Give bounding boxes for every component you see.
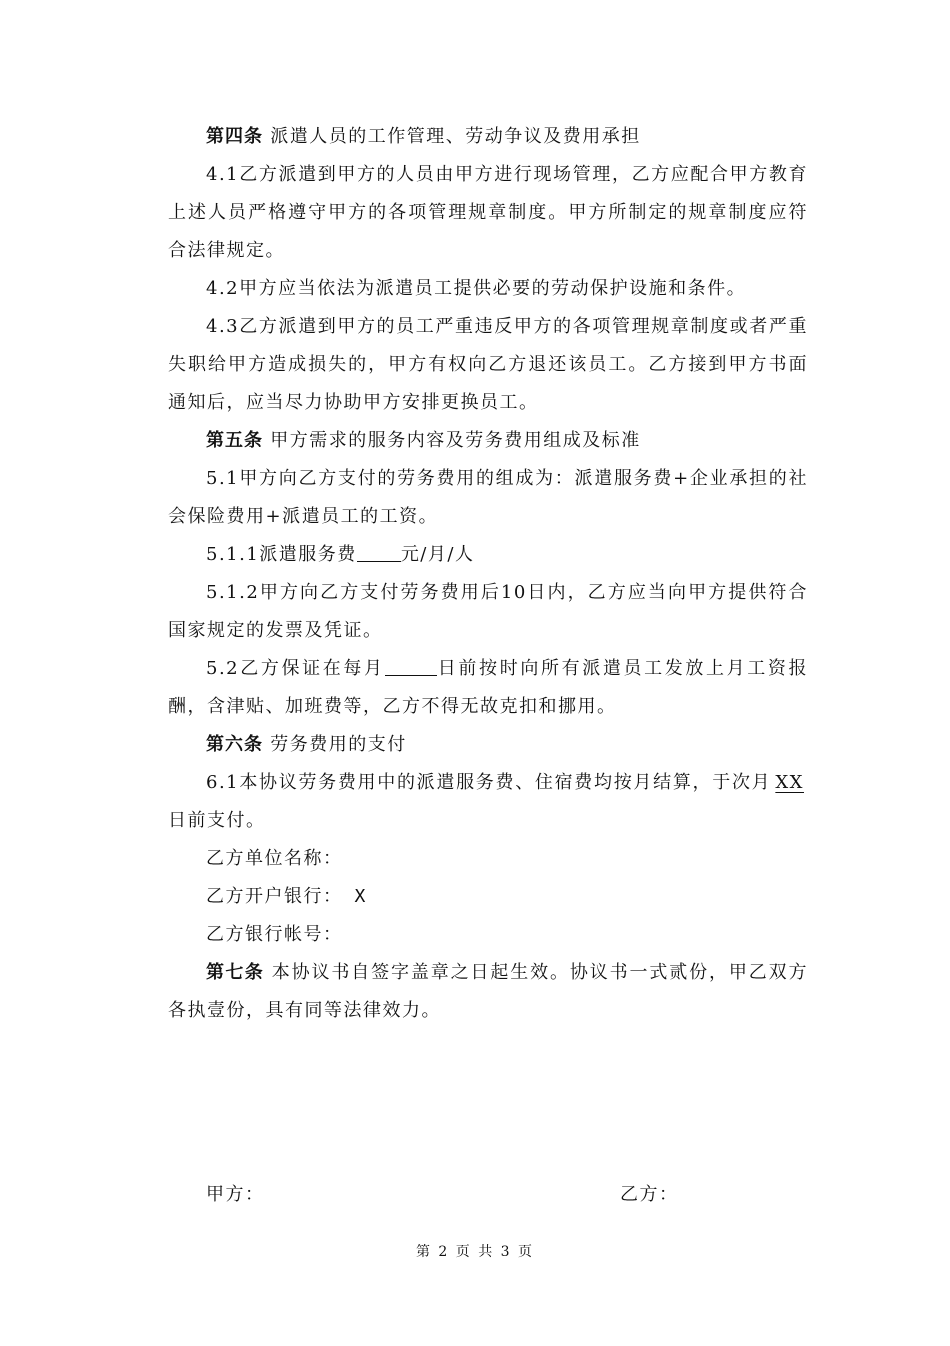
- clause-4-3: 4.3乙方派遣到甲方的员工严重违反甲方的各项管理规章制度或者严重失职给甲方造成损失的，甲方有权向乙方退还该员工。乙方接到甲方书面通知后，应当尽力协助甲方安排更换员工。: [168, 316, 808, 413]
- clause-5-1: 5.1甲方向乙方支付的劳务费用的组成为：派遣服务费+企业承担的社会保险费用+派遣员工的工资。: [168, 468, 808, 527]
- page-number: 第 2 页 共 3 页: [415, 1244, 535, 1260]
- clause-6-1-suffix: 日前支付。: [168, 810, 266, 831]
- document-body: [168, 118, 808, 1030]
- clause-5-2-suffix: 日前按时向所有派遣员工发放上月工资报酬，含津贴、加班费等，乙方不得无故克扣和挪用。: [168, 658, 808, 717]
- article-6-title: 劳务费用的支付: [270, 734, 407, 755]
- article-7: [168, 954, 808, 1030]
- article-4-title: 派遣人员的工作管理、劳动争议及费用承担: [270, 126, 641, 147]
- clause-4-2: 4.2甲方应当依法为派遣员工提供必要的劳动保护设施和条件。: [206, 278, 747, 299]
- article-6-heading: [168, 726, 808, 764]
- article-6-label: 第六条: [206, 734, 263, 755]
- clause-5-1-2: 5.1.2甲方向乙方支付劳务费用后10日内，乙方应当向甲方提供符合国家规定的发票及凭证。: [168, 582, 808, 641]
- party-b-bank-value: X: [354, 886, 367, 907]
- service-fee-blank: [357, 541, 401, 562]
- clause-5-1-1-prefix: 5.1.1派遣服务费: [206, 544, 357, 565]
- clause-6-1-prefix: 6.1本协议劳务费用中的派遣服务费、住宿费均按月结算，于次月: [206, 772, 772, 793]
- payment-day-value: XX: [775, 772, 804, 793]
- article-7-label: 第七条: [206, 962, 265, 983]
- article-5-heading: [168, 422, 808, 460]
- party-a-signature: 甲方：: [206, 1184, 265, 1205]
- article-7-text: 本协议书自签字盖章之日起生效。协议书一式贰份，甲乙双方各执壹份，具有同等法律效力。: [168, 962, 809, 1021]
- clause-5-2: [168, 650, 808, 726]
- article-5-title: 甲方需求的服务内容及劳务费用组成及标准: [270, 430, 641, 451]
- party-b-bank-label: 乙方开户银行：: [206, 886, 343, 907]
- article-5-label: 第五条: [206, 430, 263, 451]
- pay-day-blank: [385, 655, 437, 676]
- clause-4-1: 4.1乙方派遣到甲方的人员由甲方进行现场管理，乙方应配合甲方教育上述人员严格遵守甲方的各项管理规章制度。甲方所制定的规章制度应符合法律规定。: [168, 164, 808, 261]
- clause-5-1-1-suffix: 元/月/人: [400, 544, 475, 565]
- article-4-label: 第四条: [206, 126, 263, 147]
- clause-6-1: [168, 764, 808, 840]
- party-b-name-field: 乙方单位名称：: [206, 848, 343, 869]
- article-4-heading: [168, 118, 808, 156]
- party-b-bank-field: [168, 878, 808, 916]
- party-b-account-field: 乙方银行帐号：: [206, 924, 343, 945]
- clause-5-1-1: [168, 536, 808, 574]
- party-b-signature: 乙方：: [620, 1184, 679, 1205]
- clause-5-2-prefix: 5.2乙方保证在每月: [206, 658, 385, 679]
